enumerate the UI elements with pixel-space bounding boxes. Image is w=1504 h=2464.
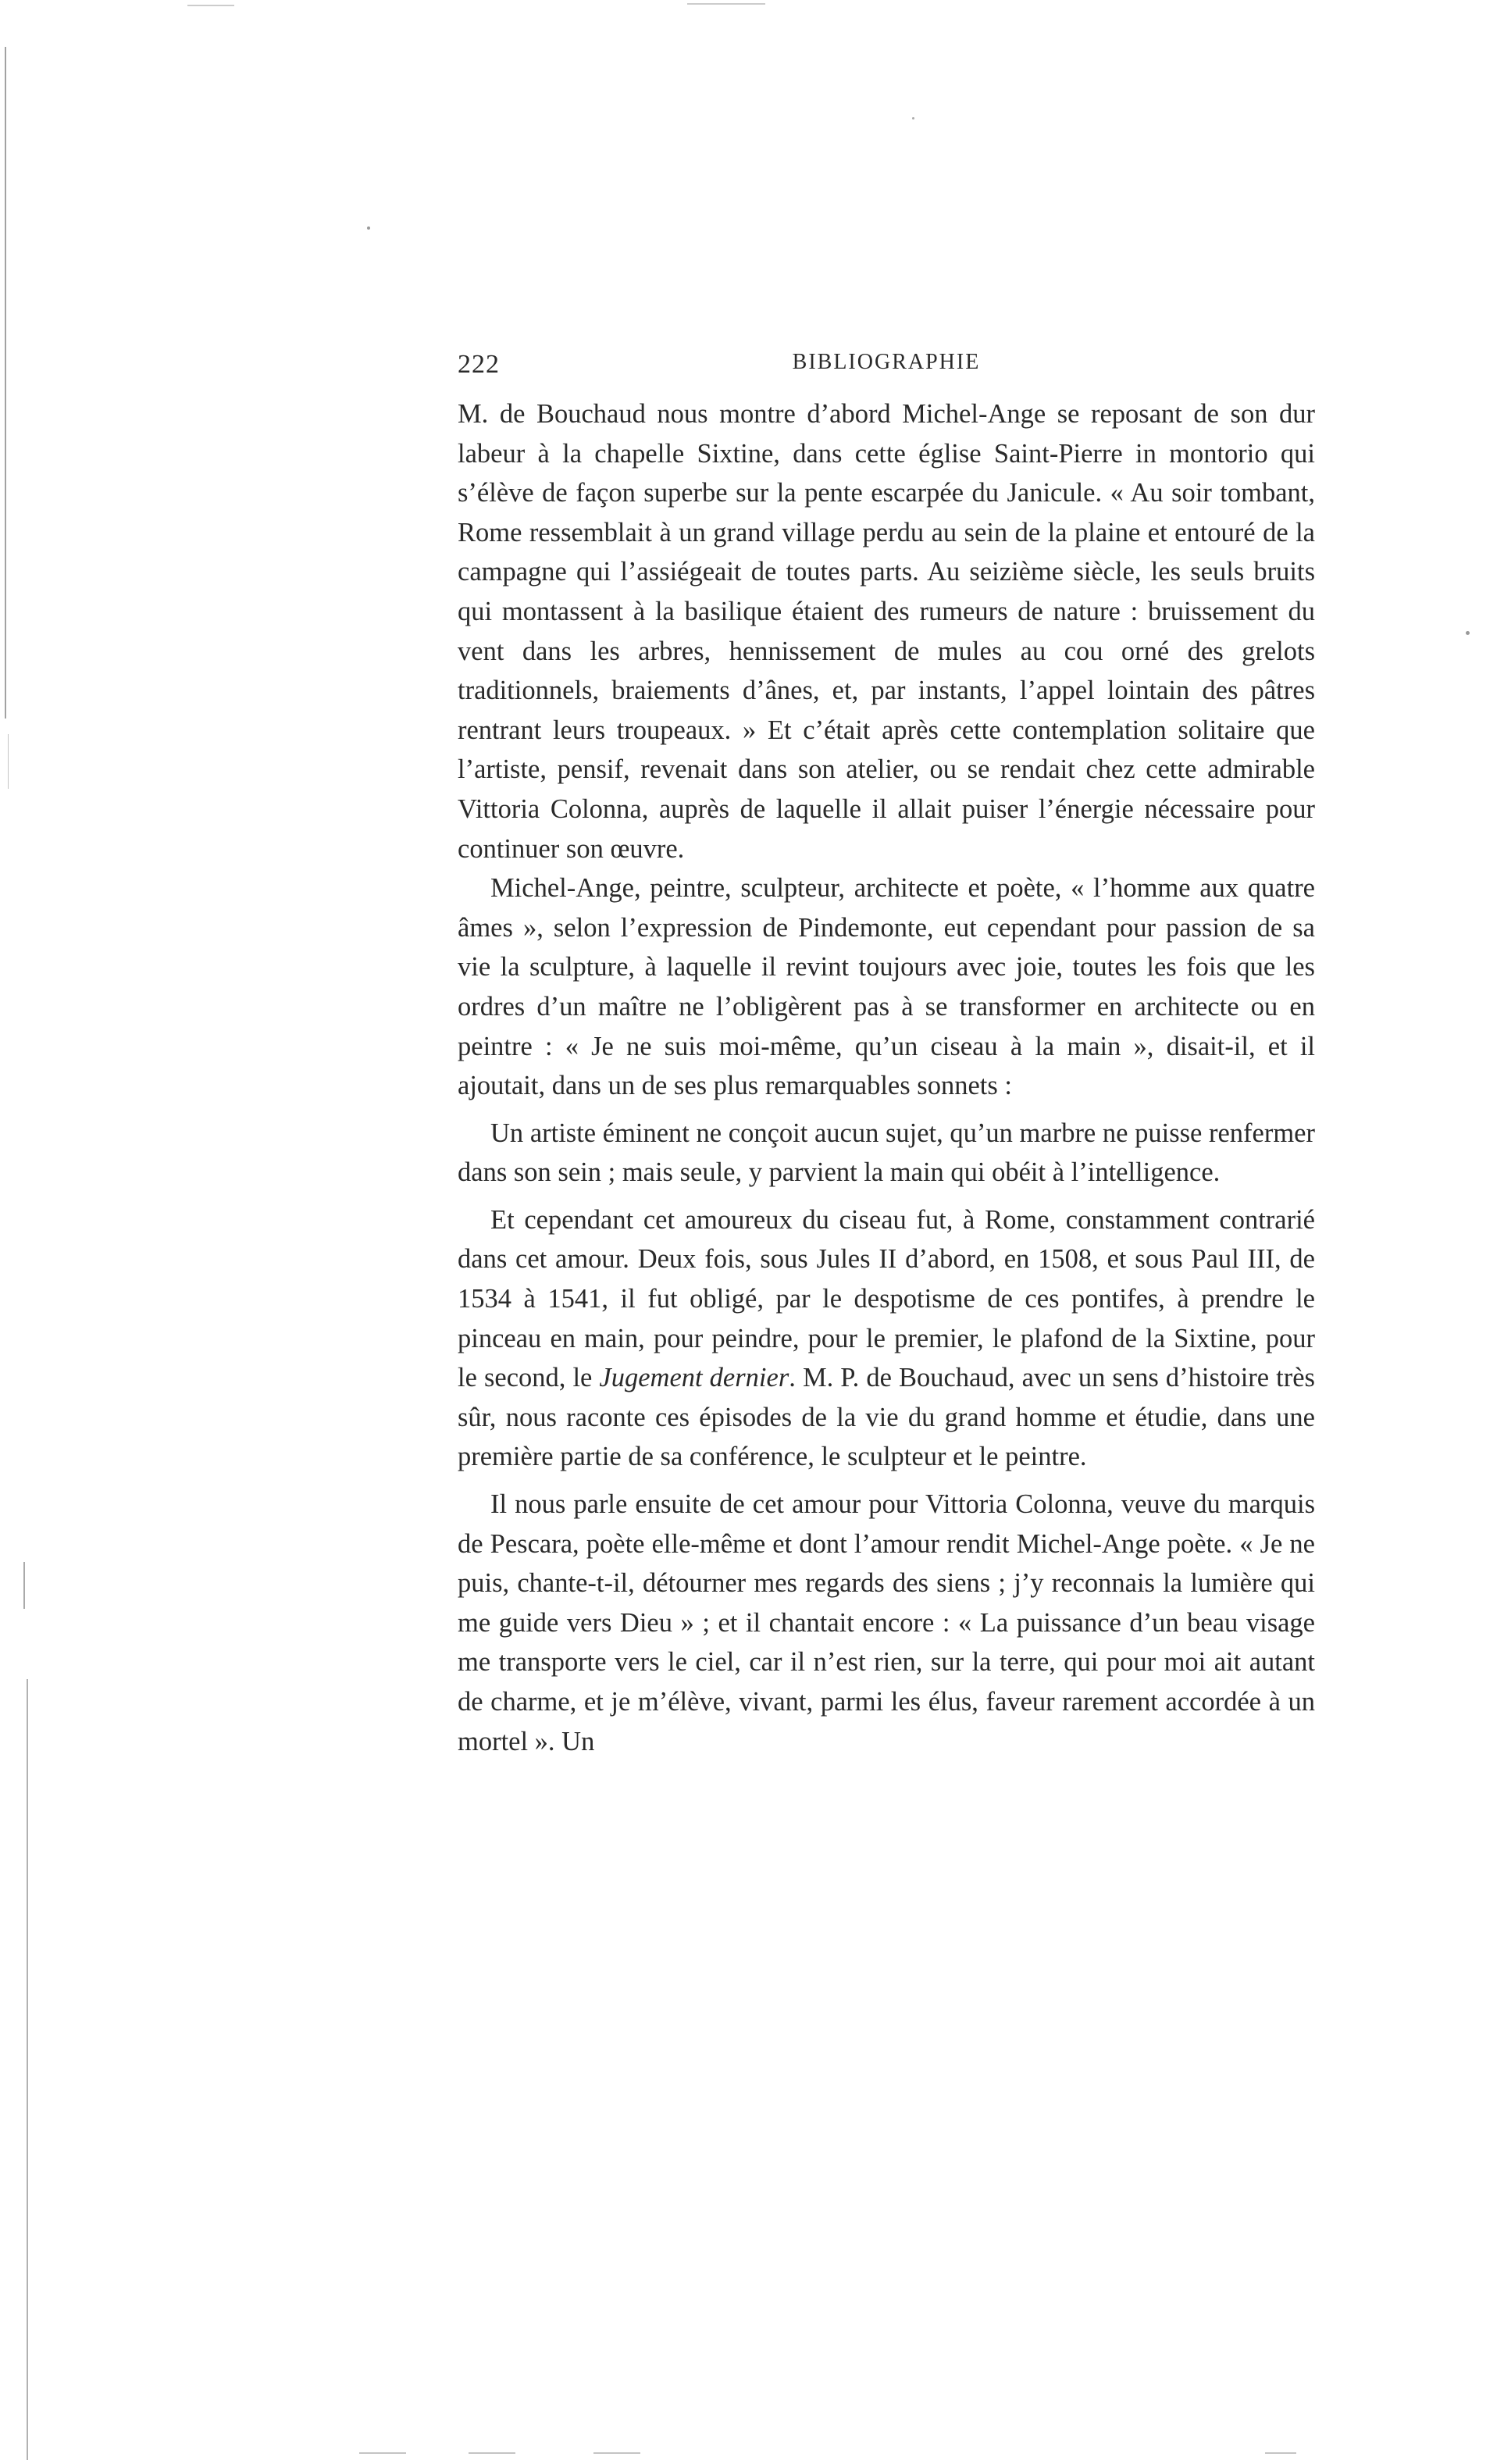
- paragraph: Michel-Ange, peintre, sculpteur, architecte et poète, « l’homme aux quatre âmes », selon l’expression de Pindemonte, eut cependant pour passion de sa vie la sculpture, à laquelle il revint toujours avec joie, toutes les fois que les ordres d’un maître ne l’obligèrent pas à se transformer en architecte ou en peintre : « Je ne suis moi-même, qu’un ciseau à la main », disait-il, et il ajoutait, dans un de ses plus remarquables sonnets :: [458, 873, 1315, 1101]
- running-title: BIBLIOGRAPHIE: [792, 350, 981, 374]
- body-text: [458, 394, 1315, 1761]
- block-quote: Un artiste éminent ne conçoit aucun sujet, qu’un marbre ne puisse renfermer dans son sein ; mais seule, y parvient la main qui obéit à l’intelligence.: [458, 1118, 1315, 1188]
- page-number: 222: [458, 350, 500, 379]
- scan-dot: [367, 226, 370, 230]
- paragraph-text: Et cependant cet amoureux du ciseau fut, à Rome, constamment contrarié dans cet amour. Deux fois, sous Jules II d’abord, en 1508, et sous Paul III, de 1534 à 1541, il fut obligé, par le despotisme de ces pontifes, à prendre le pinceau en main, pour peindre, pour le premier, le plafond de la Sixtine, pour le second, le: [458, 1204, 1315, 1393]
- paragraph: Il nous parle ensuite de cet amour pour Vittoria Colonna, veuve du marquis de Pescara, poète elle-même et dont l’amour rendit Michel-Ange poète. « Je ne puis, chante-t-il, détourner mes regards des siens ; j’y reconnais la lumière qui me guide vers Dieu » ; et il chantait encore : « La puissance d’un beau visage me transporte vers le ciel, car il n’est rien, sur la terre, qui pour moi ait autant de charme, et je m’élève, vivant, parmi les élus, faveur rarement accordée à un mortel ». Un: [458, 1489, 1315, 1756]
- paragraph: M. de Bouchaud nous montre d’abord Michel-Ange se reposant de son dur labeur à la chapelle Sixtine, dans cette église Saint-Pierre in montorio qui s’élève de façon superbe sur la pente escarpée du Janicule. « Au soir tombant, Rome ressemblait à un grand village perdu au sein de la plaine et entouré de la campagne qui l’assiégeait de toutes parts. Au seizième siècle, les seuls bruits qui montassent à la basilique étaient des rumeurs de nature : bruissement du vent dans les arbres, hennissement de mules au cou orné des grelots traditionnels, braiements d’ânes, et, par instants, l’appel lointain des pâtres rentrant leurs troupeaux. » Et c’était après cette contemplation solitaire que l’artiste, pensif, revenait dans son atelier, ou se rendait chez cette admirable Vittoria Colonna, auprès de laquelle il allait puiser l’énergie nécessaire pour continuer son œuvre.: [458, 399, 1315, 864]
- scan-edge-mark: [27, 1679, 28, 2460]
- scan-edge-mark: [593, 2452, 640, 2454]
- paragraph: [458, 1200, 1315, 1477]
- scan-edge-mark: [5, 47, 6, 719]
- scan-edge-mark: [1265, 2452, 1296, 2454]
- scan-dot: [1466, 631, 1470, 635]
- page-header: [458, 350, 1315, 389]
- scan-edge-mark: [469, 2452, 515, 2454]
- scan-edge-mark: [23, 1562, 25, 1609]
- paragraph-text: . M. P. de Bouchaud, avec un sens d’histoire très sûr, nous raconte ces épisodes de la vie du grand homme et étudie, dans une première partie de sa conférence, le sculpteur et le peintre.: [458, 1363, 1315, 1472]
- scan-edge-mark: [187, 5, 234, 6]
- artwork-title: Jugement dernier: [599, 1363, 789, 1393]
- scan-edge-mark: [687, 3, 765, 5]
- scan-edge-mark: [359, 2452, 406, 2454]
- scan-edge-mark: [8, 734, 9, 789]
- scan-dot: [912, 117, 914, 119]
